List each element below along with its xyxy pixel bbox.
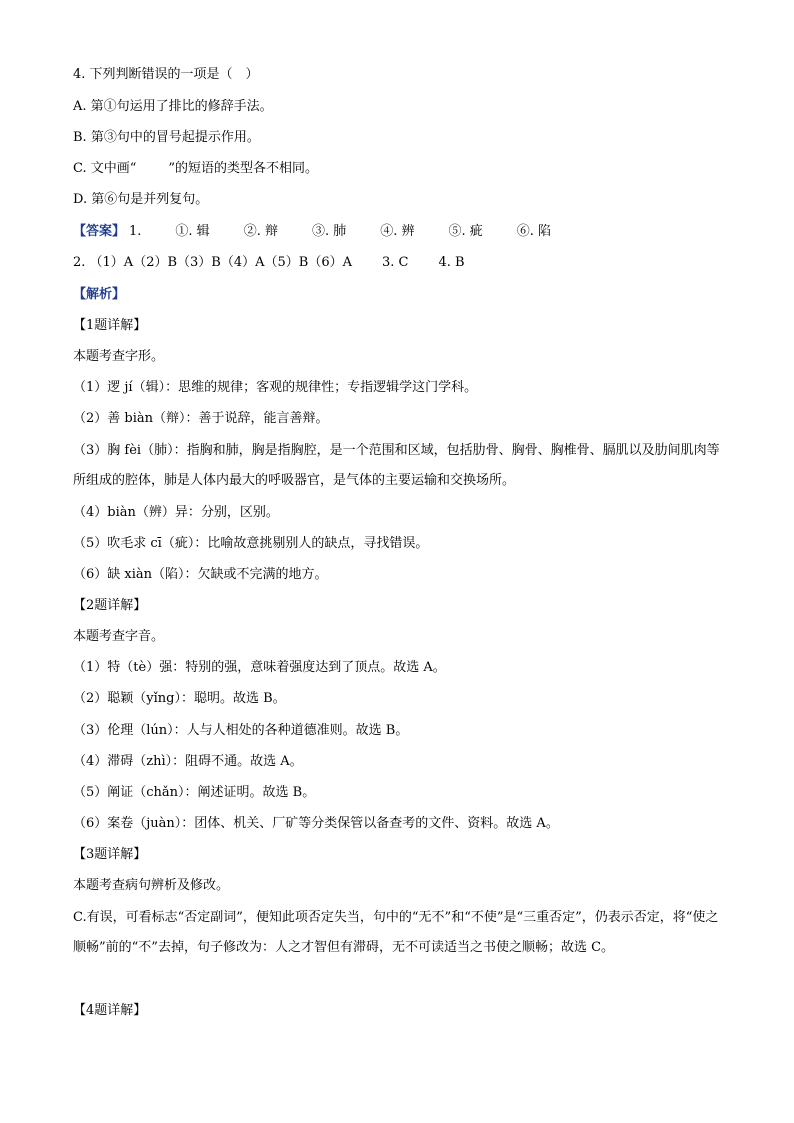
- detail-line: （2）聪颖（yǐng）：聪明。故选 B。: [73, 691, 286, 706]
- detail-paragraph: （3）胸 fèi（肺）：指胸和肺，胸是指胸腔，是一个范围和区域，包括肋骨、胸骨、胸椎骨、膈肌以及肋间肌肉等所组成的腔体，肺是人体内最大的呼吸器官，是气体的主要运输和交换场所。: [73, 443, 720, 488]
- answer-item: ④. 辨: [380, 224, 415, 239]
- answer-item: ⑥. 陷: [516, 224, 552, 239]
- option-d: D. 第⑥句是并列复句。: [73, 192, 209, 207]
- answer-q4: 4. B: [438, 255, 465, 270]
- detail-line: （1）逻 jí（辑）：思维的规律；客观的规律性；专指逻辑学这门学科。: [73, 380, 478, 395]
- detail-line: （2）善 biàn（辩）：善于说辞，能言善辩。: [73, 411, 329, 426]
- answer-item: ②. 辩: [243, 224, 278, 239]
- analysis-tag: 【解析】: [73, 287, 126, 302]
- detail-line: （1）特（tè）强：特别的强，意味着强度达到了顶点。故选 A。: [73, 660, 446, 675]
- detail-line: （3）伦理（lún）：人与人相处的各种道德准则。故选 B。: [73, 723, 409, 738]
- detail-line: （6）缺 xiàn（陷）：欠缺或不完满的地方。: [73, 567, 328, 582]
- detail-line: （6）案卷（juàn）：团体、机关、厂矿等分类保管以备查考的文件、资料。故选 A。: [73, 816, 559, 831]
- answer-q2: 2. （1）A（2）B（3）B（4）A（5）B（6）A: [73, 255, 352, 270]
- section-title: 【3题详解】: [73, 847, 147, 862]
- answer-line: [73, 223, 555, 241]
- section-intro: 本题考查字形。: [73, 349, 165, 364]
- section-title: 【4题详解】: [73, 1003, 147, 1018]
- detail-line: （4）biàn（辨）异：分别，区别。: [73, 505, 279, 520]
- answer-q1-label: 1.: [129, 224, 142, 239]
- answer-q3: 3. C: [382, 255, 409, 270]
- section-intro: 本题考查字音。: [73, 629, 165, 644]
- answer-line-2: [73, 254, 465, 272]
- section-title: 【1题详解】: [73, 318, 147, 333]
- answer-item: ①. 辑: [175, 224, 210, 239]
- section-intro: 本题考查病句辨析及修改。: [73, 878, 230, 893]
- option-b: B. 第③句中的冒号起提示作用。: [73, 130, 260, 145]
- answer-item: ⑤. 疵: [448, 224, 483, 239]
- question-4-stem: 4. 下列判断错误的一项是（ ）: [73, 67, 259, 82]
- detail-line: （4）滞碍（zhì）：阻碍不通。故选 A。: [73, 754, 303, 769]
- section-title: 【2题详解】: [73, 598, 147, 613]
- detail-paragraph: C.有误，可看标志“否定副词”，便知此项否定失当，句中的“无不”和“不使”是“三重否定”，仍表示否定，将“使之顺畅”前的“不”去掉，句子修改为：人之才智但有滞碍，无不可读适当之书使之顺畅；故选 C。: [73, 910, 719, 955]
- answer-tag: 【答案】: [73, 224, 126, 239]
- option-a: A. 第①句运用了排比的修辞手法。: [73, 99, 273, 114]
- detail-line: （5）阐证（chǎn）：阐述证明。故选 B。: [73, 785, 316, 800]
- option-c: C. 文中画“ ”的短语的类型各不相同。: [73, 161, 319, 176]
- detail-line: （5）吹毛求 cī（疵）：比喻故意挑剔别人的缺点，寻找错误。: [73, 536, 429, 551]
- answer-item: ③. 肺: [311, 224, 347, 239]
